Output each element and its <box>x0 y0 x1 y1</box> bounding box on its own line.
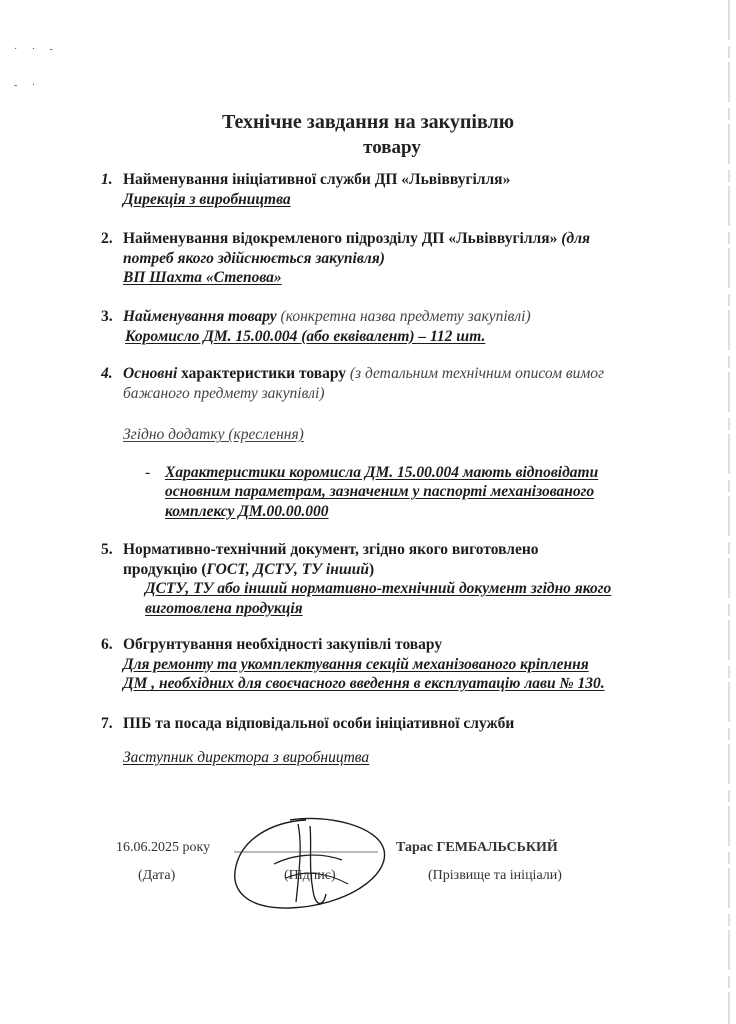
section-heading-b: характеристики товару <box>181 365 347 382</box>
section-answer: Заступник директора з виробництва <box>123 748 370 766</box>
section-6 <box>101 635 701 694</box>
standards-list: ГОСТ, ДСТУ, ТУ інший <box>206 560 369 578</box>
section-answer: Дирекція з виробництва <box>123 190 291 208</box>
section-heading: Найменування ініціативної служби ДП «Львіввугілля» <box>123 171 511 188</box>
section-answer: ДМ , необхідних для своєчасного введення в експлуатацію лави № 130. <box>123 675 605 692</box>
section-heading: ПІБ та посада відповідальної особи ініціативної служби <box>123 715 515 732</box>
signature-stroke <box>274 855 342 864</box>
handwritten-signature <box>228 812 388 912</box>
section-number: 4. <box>101 365 113 382</box>
section-note: (для <box>561 230 591 247</box>
section-5 <box>101 540 701 618</box>
section-heading-cont: продукцію ( <box>123 560 207 578</box>
name-label: (Прізвище та ініціали) <box>428 868 562 883</box>
section-heading: Нормативно-технічний документ, згідно якого виготовлено <box>123 541 539 558</box>
bullet-item <box>123 463 691 522</box>
section-2 <box>101 229 661 288</box>
section-4 <box>101 364 691 521</box>
section-1 <box>101 170 661 209</box>
section-answer: Для ремонту та укомплектування секцій механізованого кріплення <box>123 655 589 673</box>
section-number: 6. <box>101 636 113 653</box>
signatory-name: Тарас ГЕМБАЛЬСЬКИЙ <box>396 840 558 855</box>
section-heading: Найменування товару <box>123 308 277 325</box>
bullet-line: Характеристики коромисла ДМ. 15.00.004 мають відповідати <box>165 463 599 481</box>
section-heading: Обгрунтування необхідності закупівлі товару <box>123 636 443 653</box>
signature-date: 16.06.2025 року <box>116 840 211 855</box>
section-heading-close: ) <box>368 560 375 578</box>
section-7 <box>101 714 661 767</box>
section-reference: Згідно додатку (креслення) <box>123 426 304 443</box>
section-note: (з детальним технічним описом вимог <box>349 365 605 382</box>
signature-stroke <box>310 826 326 903</box>
section-number: 2. <box>101 230 113 247</box>
page-title: Технічне завдання на закупівлю <box>221 111 515 133</box>
section-note-cont: потреб якого здійснюється закупівля) <box>123 249 385 267</box>
bullet-line: основним параметрам, зазначеним у паспорті механізованого <box>165 483 595 500</box>
scan-edge <box>728 0 730 1024</box>
section-answer: ДСТУ, ТУ або інший нормативно-технічний документ згідно якого <box>145 580 612 597</box>
section-note: (конкретна назва предмету закупівлі) <box>280 308 531 325</box>
signature-label: (Підпис) <box>284 868 336 883</box>
section-number: 1. <box>101 171 113 188</box>
section-answer: ВП Шахта «Степова» <box>123 269 282 286</box>
section-number: 3. <box>101 308 113 325</box>
bullet-line: комплексу ДМ.00.00.000 <box>165 502 329 520</box>
section-note-cont: бажаного предмету закупівлі) <box>123 384 325 402</box>
signature-loop-stroke <box>235 818 385 908</box>
bullet-dash: - <box>145 463 151 481</box>
page-subtitle: товару <box>363 137 421 158</box>
section-heading-a: Основні <box>123 365 178 382</box>
date-label: (Дата) <box>138 868 176 883</box>
signature-stroke <box>296 824 300 902</box>
section-number: 7. <box>101 715 113 732</box>
signature-stroke <box>286 873 348 884</box>
section-number: 5. <box>101 541 113 558</box>
section-answer: виготовлена продукція <box>145 599 303 617</box>
section-heading: Найменування відокремленого підрозділу ДП «Львіввугілля» <box>123 230 558 247</box>
section-answer: Коромисло ДМ. 15.00.004 (або еквівалент) – 112 шт. <box>125 327 486 345</box>
scan-specks: · · - - · <box>14 44 59 91</box>
section-3 <box>101 307 661 346</box>
